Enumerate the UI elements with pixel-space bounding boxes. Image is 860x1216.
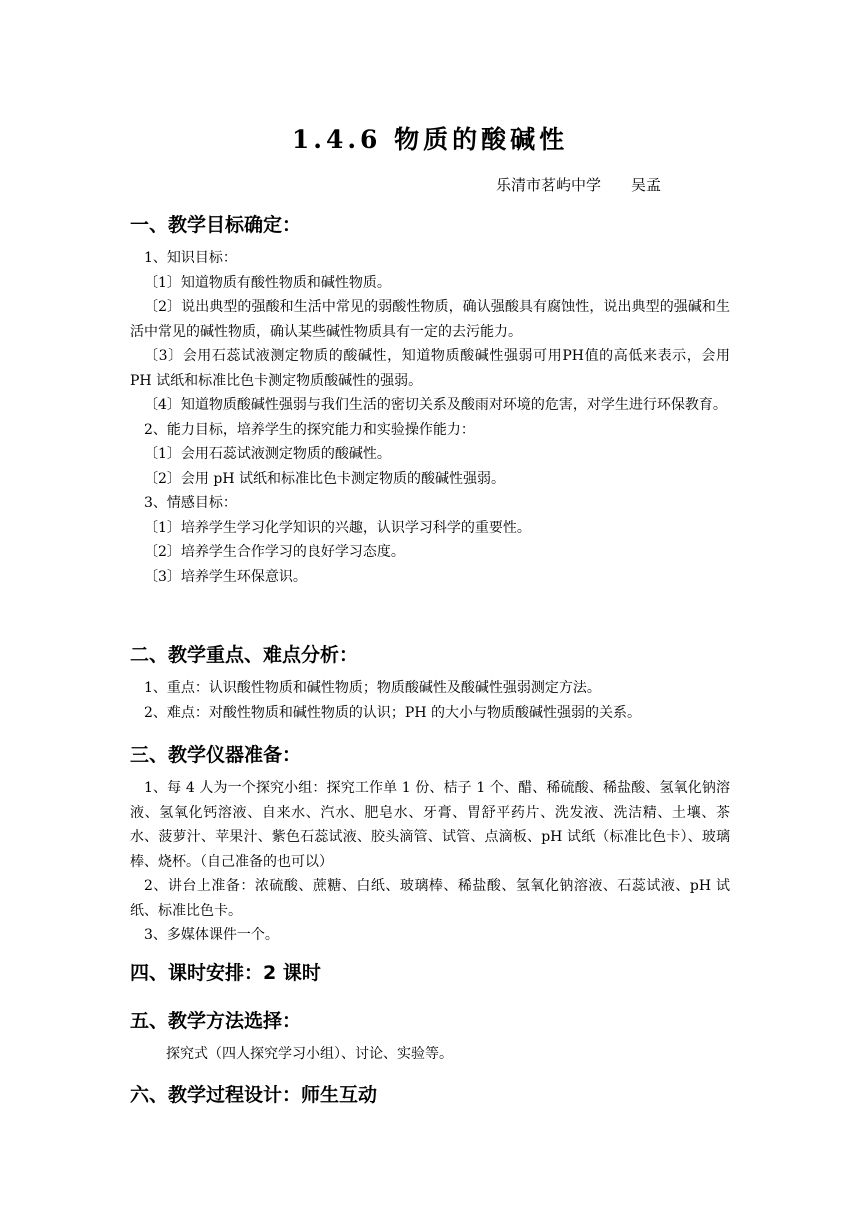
section-heading-process: 六、教学过程设计：师生互动 <box>130 1084 378 1106</box>
section-heading-schedule: 四、课时安排：2 课时 <box>130 962 321 984</box>
paragraph: 3、多媒体课件一个。 <box>144 927 279 943</box>
paragraph: 〔2〕培养学生合作学习的良好学习态度。 <box>144 544 405 560</box>
paragraph: 〔3〕培养学生环保意识。 <box>144 568 307 585</box>
paragraph: 探究式（四人探究学习小组）、讨论、实验等。 <box>166 1046 453 1062</box>
author-line: 乐清市茗屿中学 吴孟 <box>496 176 662 194</box>
paragraph: 1、重点：认识酸性物质和碱性物质；物质酸碱性及酸碱性强弱测定方法。 <box>144 680 601 696</box>
paragraph: 〔1〕培养学生学习化学知识的兴趣，认识学习科学的重要性。 <box>144 519 531 536</box>
section-body-equipment <box>130 776 730 948</box>
paragraph: 1、知识目标： <box>144 250 237 266</box>
paragraph: 2、讲台上准备：浓硫酸、蔗糖、白纸、玻璃棒、稀盐酸、氢氧化钠溶液、石蕊试液、pH 试纸、标准比色卡。 <box>130 878 730 919</box>
paragraph: 2、能力目标，培养学生的探究能力和实验操作能力： <box>144 421 475 438</box>
section-body-objectives <box>130 246 730 589</box>
paragraph: 3、情感目标： <box>144 495 237 511</box>
paragraph: 2、难点：对酸性物质和碱性物质的认识；PH 的大小与物质酸碱性强弱的关系。 <box>144 704 641 721</box>
paragraph: 〔1〕会用石蕊试液测定物质的酸碱性。 <box>144 446 391 462</box>
section-heading-key-points: 二、教学重点、难点分析： <box>130 644 359 666</box>
section-heading-equipment: 三、教学仪器准备： <box>130 744 302 766</box>
section-heading-objectives: 一、教学目标确定： <box>130 214 302 236</box>
paragraph: 〔2〕说出典型的强酸和生活中常见的弱酸性物质，确认强酸具有腐蚀性，说出典型的强碱和生活中常见的碱性物质，确认某些碱性物质具有一定的去污能力。 <box>130 299 730 340</box>
document-title: 1.4.6 物质的酸碱性 <box>291 125 569 154</box>
paragraph: 〔1〕知道物质有酸性物质和碱性物质。 <box>144 274 391 291</box>
paragraph: 〔4〕知道物质酸碱性强弱与我们生活的密切关系及酸雨对环境的危害，对学生进行环保教育。 <box>144 397 727 413</box>
paragraph: 〔3〕会用石蕊试液测定物质的酸碱性，知道物质酸碱性强弱可用PH值的高低来表示，会用 PH 试纸和标准比色卡测定物质酸碱性的强弱。 <box>130 348 730 389</box>
paragraph: 〔2〕会用 pH 试纸和标准比色卡测定物质的酸碱性强弱。 <box>144 470 505 487</box>
section-heading-methods: 五、教学方法选择： <box>130 1010 302 1032</box>
section-body-methods <box>130 1042 730 1067</box>
paragraph: 1、每 4 人为一个探究小组：探究工作单 1 份、桔子 1 个、醋、稀硫酸、稀盐酸、氢氧化钠溶液、氢氧化钙溶液、自来水、汽水、肥皂水、牙膏、胃舒平药片、洗发液、洗洁精、土壤、茶水、菠萝汁、苹果汁、紫色石蕊试液、胶头滴管、试管、点滴板、pH 试纸（标准比色卡）、玻璃棒、烧杯。（自己准备的也可以） <box>130 780 730 870</box>
section-body-key-points <box>130 676 730 725</box>
